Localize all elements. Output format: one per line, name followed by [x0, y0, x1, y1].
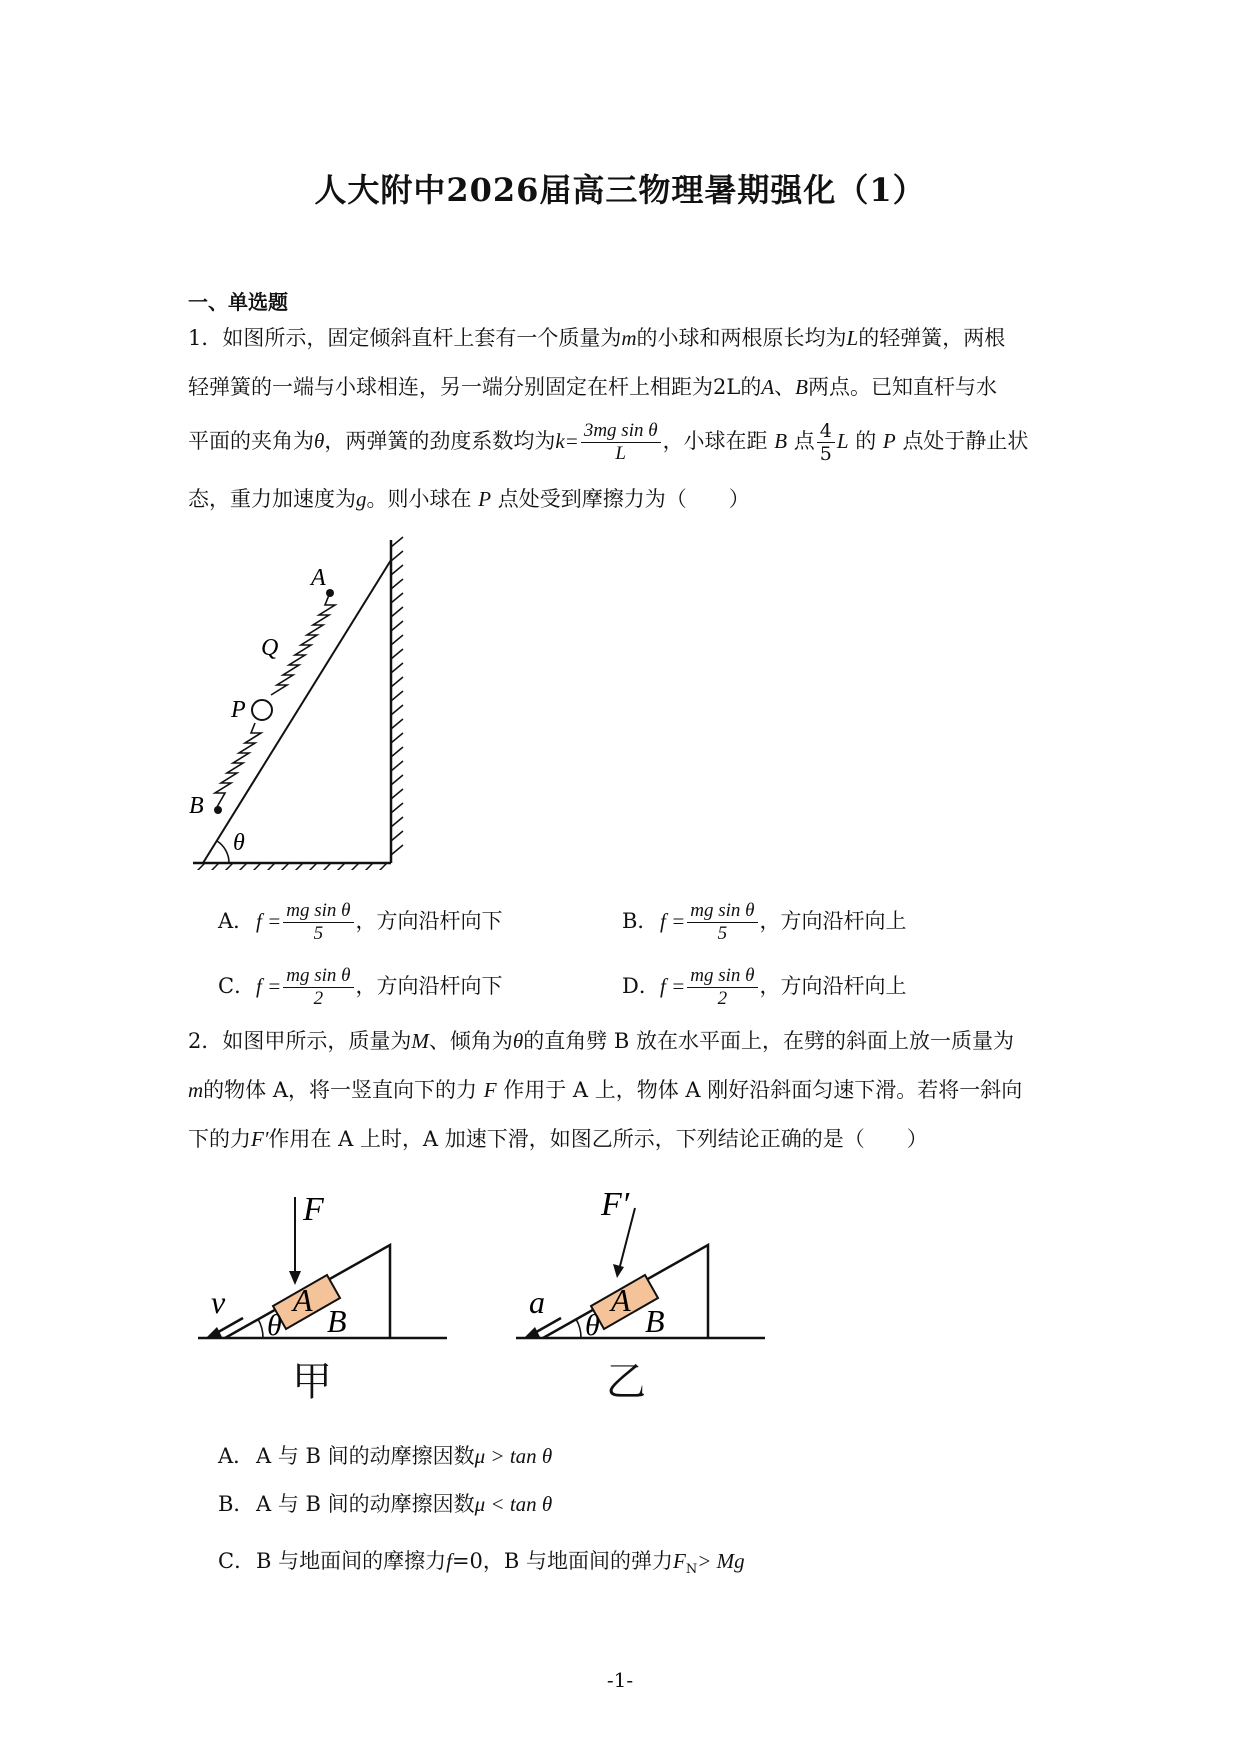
block-a-label: A: [611, 1282, 631, 1318]
q1-line-3: 平面的夹角为θ，两弹簧的劲度系数均为k= $\frac{\text{3mg sin θ}}{L}$ ，小球在距 B 点 $\frac{4}{5}$ L 的 P 点处于静止状: [188, 420, 1029, 465]
force-f-label: F: [303, 1191, 324, 1228]
q1-option-c[interactable]: C．f = $\frac{\text{mg sin θ}}{2}$ ，方向沿杆向下: [218, 965, 503, 1009]
wedge-b-label: B: [645, 1303, 665, 1339]
q1-line-1: 1．如图所示，固定倾斜直杆上套有一个质量为m的小球和两根原长均为L的轻弹簧，两根: [188, 326, 1006, 350]
q2-line-3: 下的力F′作用在 A 上时，A 加速下滑，如图乙所示，下列结论正确的是（ ）: [188, 1127, 928, 1151]
q2-figure-yi: [513, 1180, 773, 1350]
q2-line-1: 2．如图甲所示，质量为M、倾角为θ的直角劈 B 放在水平面上，在劈的斜面上放一质量为: [188, 1029, 1014, 1053]
page-title: 人大附中2026届高三物理暑期强化（1）: [314, 171, 926, 209]
q1-option-d[interactable]: D．f = $\frac{\text{mg sin θ}}{2}$ ，方向沿杆向上: [622, 965, 907, 1009]
q2-option-a[interactable]: A．A 与 B 间的动摩擦因数μ > tan θ: [218, 1444, 553, 1468]
acceleration-a-label: a: [529, 1284, 545, 1320]
section-heading: 一、单选题: [188, 290, 288, 314]
point-q-label: Q: [261, 635, 279, 661]
force-f-prime-label: F′: [601, 1186, 630, 1223]
caption-yi: 乙: [606, 1359, 646, 1405]
point-a-label: A: [311, 565, 326, 591]
page-number: -1-: [606, 1668, 634, 1692]
k-fraction: $\frac{\text{3mg sin θ}}{L}$: [581, 420, 661, 465]
theta-label: θ: [267, 1309, 282, 1342]
caption-jia: 甲: [292, 1359, 332, 1405]
wedge-b-label: B: [327, 1303, 347, 1339]
theta-label: θ: [585, 1309, 600, 1342]
q1-option-b[interactable]: B．f = $\frac{\text{mg sin θ}}{5}$ ，方向沿杆向上: [622, 900, 907, 944]
q2-line-2: m的物体 A，将一竖直向下的力 F 作用于 A 上，物体 A 刚好沿斜面匀速下滑。若将一斜向: [188, 1078, 1023, 1102]
q2-figure-jia: [195, 1185, 455, 1350]
point-b-label: B: [189, 793, 204, 819]
four-fifths-fraction: $\frac{4}{5}$: [817, 420, 835, 465]
velocity-v-label: v: [211, 1284, 226, 1320]
block-a-label: A: [293, 1282, 313, 1318]
q2-option-c[interactable]: C．B 与地面间的摩擦力f=0，B 与地面间的弹力$F_N> Mg$: [218, 1549, 745, 1578]
theta-label: θ: [233, 830, 245, 856]
point-p-label: P: [231, 697, 246, 723]
q1-line-4: 态，重力加速度为g。则小球在 P 点处受到摩擦力为（ ）: [188, 487, 750, 511]
q1-figure: [185, 535, 425, 870]
q1-line-2: 轻弹簧的一端与小球相连，另一端分别固定在杆上相距为2L的A、B两点。已知直杆与水: [188, 375, 997, 399]
q2-option-b[interactable]: B．A 与 B 间的动摩擦因数μ < tan θ: [218, 1492, 553, 1516]
q1-option-a[interactable]: A．f = $\frac{\text{mg sin θ}}{5}$ ，方向沿杆向下: [218, 900, 503, 944]
